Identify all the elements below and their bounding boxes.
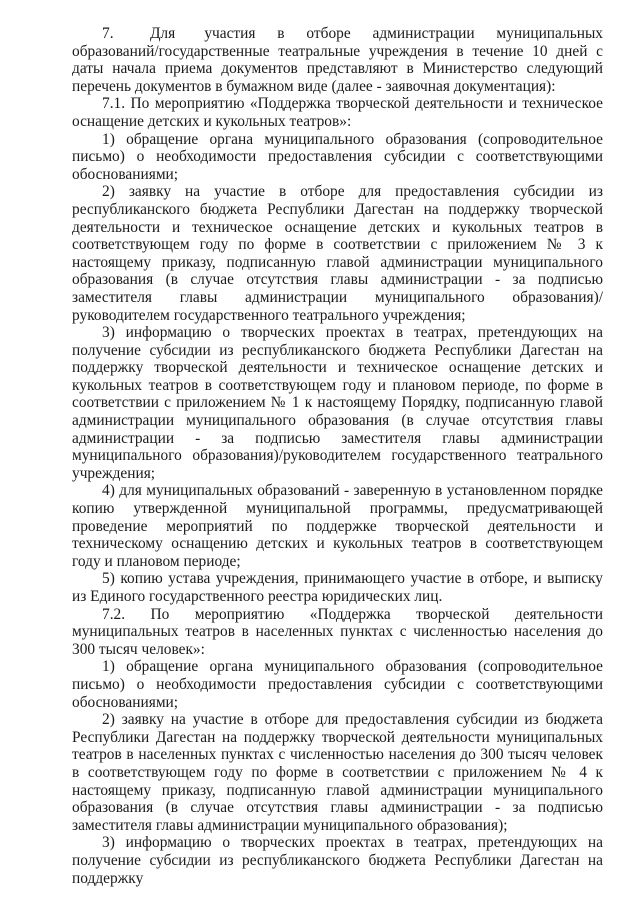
paragraph-7: 7. Для участия в отборе администрации муниципальных образований/государственные театральные учреждения в течение 10 дней с даты начала приема документов представляют в Министерство следующий перечень документов в бумажном виде (далее - заявочная документация): — [72, 25, 603, 95]
document-body — [72, 25, 603, 887]
paragraph-7-1-item-3: 3) информацию о творческих проектах в театрах, претендующих на получение субсидии из республиканского бюджета Республики Дагестан на поддержку творческой деятельности и техническое оснащение детских и кукольных театров в соответствующем году и плановом периоде, по форме в соответствии с приложением № 1 к настоящему Порядку, подписанную главой администрации муниципального образования (в случае отсутствия главы администрации - за подписью заместителя главы администрации муниципального образования)/руководителем государственного театрального учреждения; — [72, 324, 603, 482]
paragraph-7-2: 7.2. По мероприятию «Поддержка творческой деятельности муниципальных театров в населенных пунктах с численностью населения до 300 тысяч человек»: — [72, 605, 603, 658]
paragraph-7-1: 7.1. По мероприятию «Поддержка творческой деятельности и техническое оснащение детских и кукольных театров»: — [72, 95, 603, 130]
paragraph-7-1-item-4: 4) для муниципальных образований - заверенную в установленном порядке копию утвержденной муниципальной программы, предусматривающей проведение мероприятий по поддержке творческой деятельности и техническому оснащению детских и кукольных театров в соответствующем году и плановом периоде; — [72, 482, 603, 570]
paragraph-7-2-item-3: 3) информацию о творческих проектах в театрах, претендующих на получение субсидии из республиканского бюджета Республики Дагестан на поддержку — [72, 834, 603, 887]
paragraph-7-1-item-2: 2) заявку на участие в отборе для предоставления субсидии из республиканского бюджета Республики Дагестан на поддержку творческой деятельности и техническое оснащение детских и кукольных театров в соответствующем году по форме в соответствии с приложением № 3 к настоящему приказу, подписанную главой администрации муниципального образования (в случае отсутствия главы администрации - за подписью заместителя главы администрации муниципального образования)/руководителем государственного театрального учреждения; — [72, 183, 603, 324]
paragraph-7-1-item-1: 1) обращение органа муниципального образования (сопроводительное письмо) о необходимости предоставления субсидии с соответствующими обоснованиями; — [72, 130, 603, 183]
paragraph-7-2-item-2: 2) заявку на участие в отборе для предоставления субсидии из бюджета Республики Дагестан на поддержку творческой деятельности муниципальных театров в населенных пунктах с численностью населения до 300 тысяч человек в соответствующем году по форме в соответствии с приложением № 4 к настоящему приказу, подписанную главой администрации муниципального образования (в случае отсутствия главы администрации - за подписью заместителя главы администрации муниципального образования); — [72, 711, 603, 834]
paragraph-7-2-item-1: 1) обращение органа муниципального образования (сопроводительное письмо) о необходимости предоставления субсидии с соответствующими обоснованиями; — [72, 658, 603, 711]
paragraph-7-1-item-5: 5) копию устава учреждения, принимающего участие в отборе, и выписку из Единого государственного реестра юридических лиц. — [72, 570, 603, 605]
